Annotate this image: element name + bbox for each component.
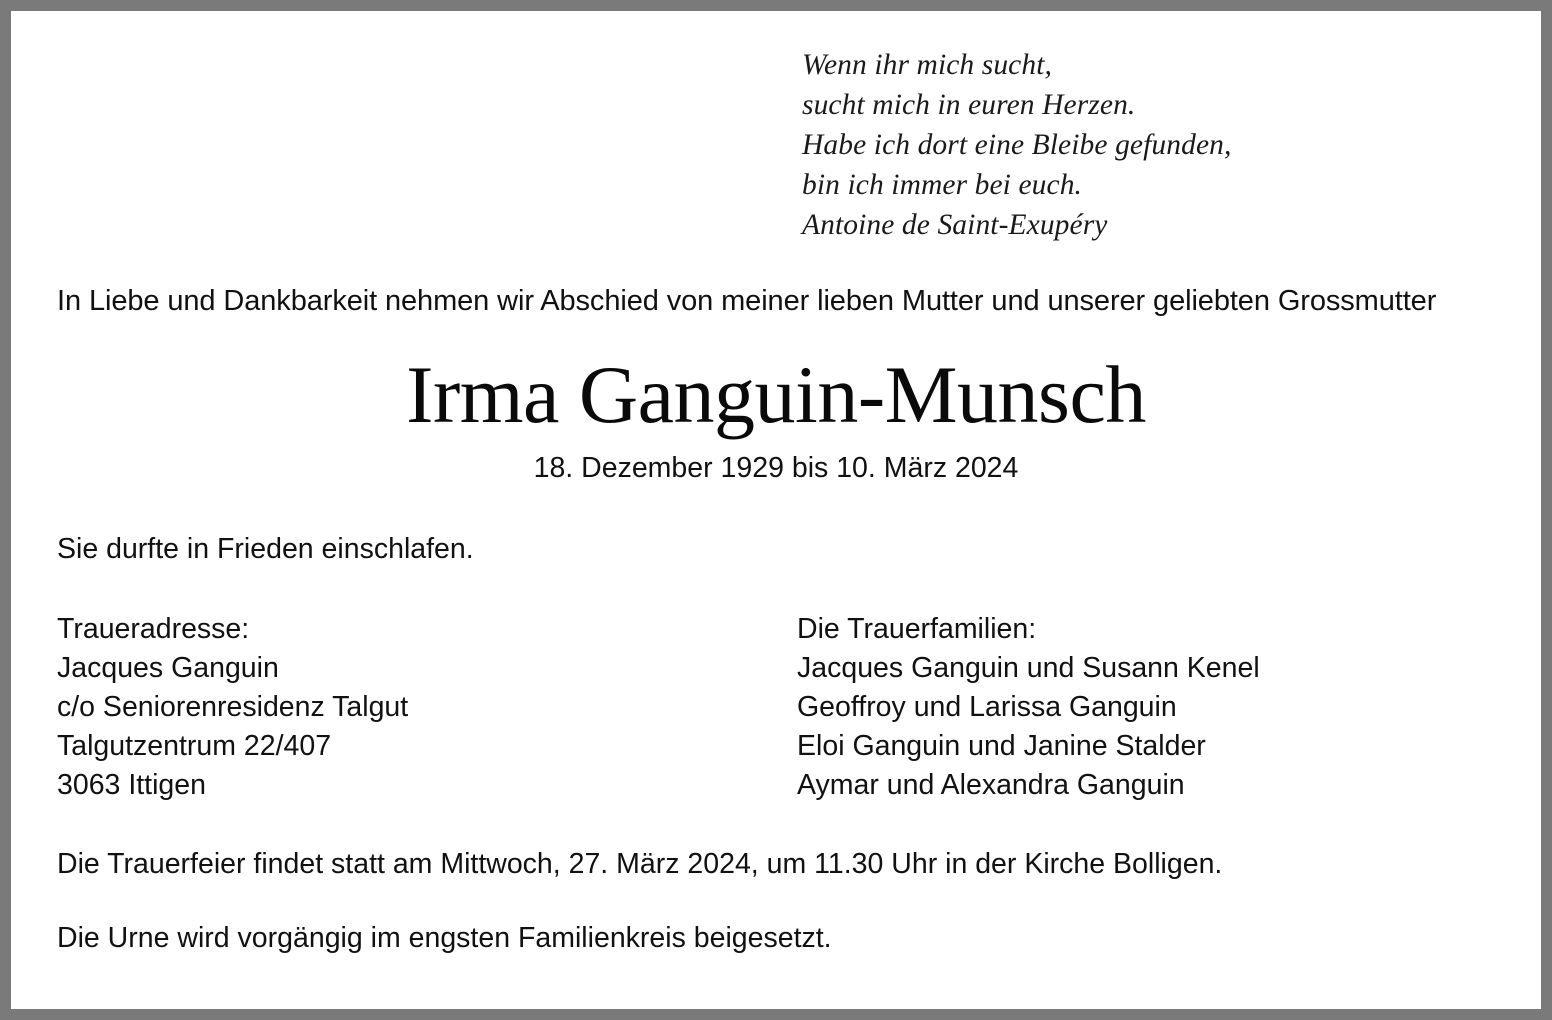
mourning-address-heading: Traueradresse: [57,613,250,645]
family-line: Jacques Ganguin und Susann Kenel [797,652,1260,684]
poem-author: Antoine de Saint-Exupéry [802,209,1108,241]
poem-line-4: bin ich immer bei euch. [802,169,1083,201]
mourning-address-line: c/o Seniorenresidenz Talgut [57,691,409,723]
details-columns [57,610,1495,805]
obituary-content [11,11,1541,1009]
family-line: Eloi Ganguin und Janine Stalder [797,730,1206,762]
life-dates: 18. Dezember 1929 bis 10. März 2024 [533,452,1019,484]
urn-text: Die Urne wird vorgängig im engsten Familienkreis beigesetzt. [57,922,832,954]
deceased-name: Irma Ganguin-Munsch [406,349,1146,440]
ceremony-text: Die Trauerfeier findet statt am Mittwoch, 27. März 2024, um 11.30 Uhr in der Kirche Bolligen. [57,848,1223,880]
peace-text: Sie durfte in Frieden einschlafen. [57,533,474,565]
mourning-address-line: 3063 Ittigen [57,769,206,801]
poem-line-3: Habe ich dort eine Bleibe gefunden, [802,129,1232,161]
poem-line-1: Wenn ihr mich sucht, [802,49,1052,81]
poem-block [802,45,1495,245]
mourning-address-line: Jacques Ganguin [57,652,279,684]
poem-line-2: sucht mich in euren Herzen. [802,89,1136,121]
mourning-address-column [57,610,797,805]
intro-text: In Liebe und Dankbarkeit nehmen wir Abschied von meiner lieben Mutter und unserer geliebten Grossmutter [57,285,1437,317]
families-heading: Die Trauerfamilien: [797,613,1037,645]
mourning-address-line: Talgutzentrum 22/407 [57,730,332,762]
families-column [797,610,1495,805]
family-line: Geoffroy und Larissa Ganguin [797,691,1177,723]
family-line: Aymar und Alexandra Ganguin [797,769,1185,801]
